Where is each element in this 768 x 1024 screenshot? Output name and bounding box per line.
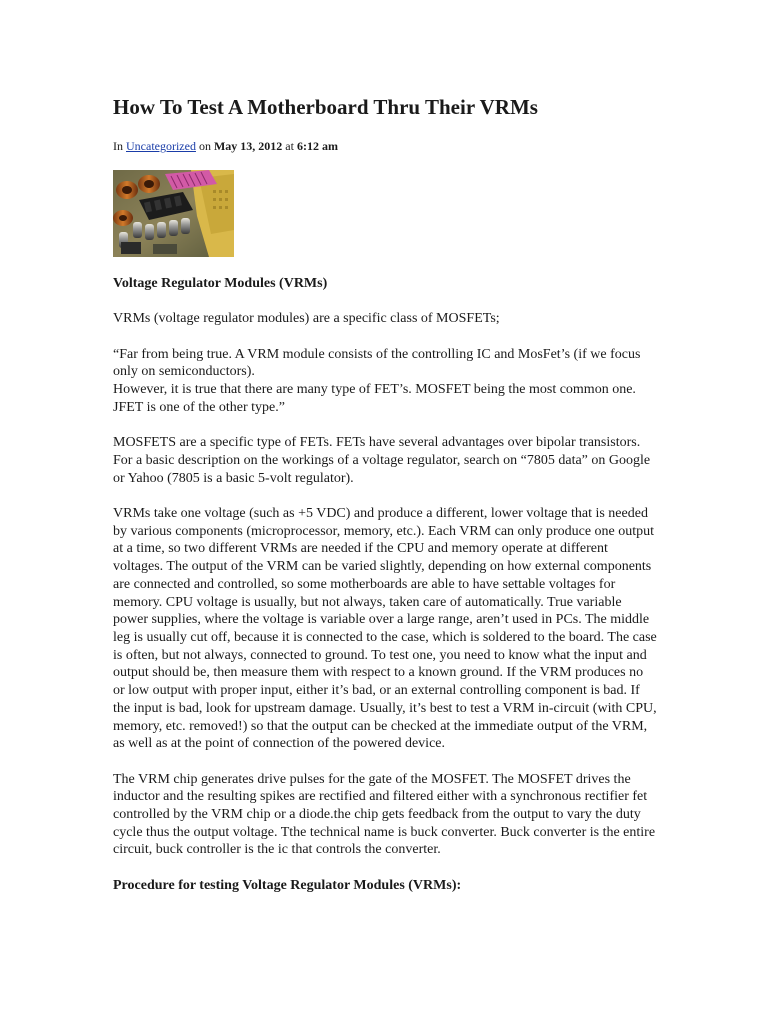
meta-at: at xyxy=(285,139,294,153)
quote-line-1: “Far from being true. A VRM module consists of the controlling IC and MosFet’s (if we focus only on semiconductors). xyxy=(113,346,641,380)
article-title: How To Test A Motherboard Thru Their VRMs xyxy=(113,95,538,119)
section-heading-procedure: Procedure for testing Voltage Regulator Modules (VRMs): xyxy=(113,877,462,893)
category-link[interactable]: Uncategorized xyxy=(126,139,196,153)
paragraph: The VRM chip generates drive pulses for the gate of the MOSFET. The MOSFET drives the inductor and the resulting spikes are rectified and filtered either with a synchronous rectifier fet controlled by the VRM chip or a diode.the chip gets feedback from the output to vary the duty cycle thus the output voltage. Tthe technical name is buck converter. Buck converter is the entire circuit, buck controller is the ic that controls the converter. xyxy=(113,771,656,858)
article-meta xyxy=(113,138,338,154)
motherboard-vrm-photo xyxy=(113,170,234,257)
paragraph: VRMs take one voltage (such as +5 VDC) and produce a different, lower voltage that is needed by various components (microprocessor, memory, etc.). Each VRM can only produce one output at a time, so two different VRMs are needed if the CPU and memory operate at different voltages. The output of the VRM can be varied slightly, depending on how external components are connected and controlled, so some motherboards are able to have settable voltages for memory. CPU voltage is usually, but not always, taken care of automatically. True variable power supplies, where the voltage is variable over a large range, aren’t used in PCs. The middle leg is usually cut off, because it is connected to the case, which is soldered to the board. The case is often, but not always, connected to ground. To test one, you need to know what the input and output should be, then measure them with respect to a known ground. If the VRM produces no or low output with proper input, either it’s bad, or an external controlling component is bad. If the input is bad, look for upstream damage. Usually, it’s best to test a VRM in-circuit (with CPU, memory, etc. removed!) so that the output can be checked at the immediate output of the VRM, as well as at the point of connection of the powered device. xyxy=(113,506,657,752)
section-heading-vrm: Voltage Regulator Modules (VRMs) xyxy=(113,276,328,291)
quote-line-2: However, it is true that there are many type of FET’s. MOSFET being the most common one. JFET is one of the other type.” xyxy=(113,382,636,415)
paragraph: MOSFETS are a specific type of FETs. FETs have several advantages over bipolar transistors. For a basic description on the workings of a voltage regulator, search on “7805 data” on Google or Yahoo (7805 is a basic 5-volt regulator). xyxy=(113,435,651,486)
post-date: May 13, 2012 xyxy=(213,139,283,153)
meta-prefix: In xyxy=(113,139,123,153)
quote-paragraph xyxy=(113,346,658,417)
meta-on: on xyxy=(198,139,211,153)
post-time: 6:12 am xyxy=(296,139,338,153)
article-body xyxy=(113,275,658,912)
paragraph: VRMs (voltage regulator modules) are a specific class of MOSFETs; xyxy=(113,311,500,327)
